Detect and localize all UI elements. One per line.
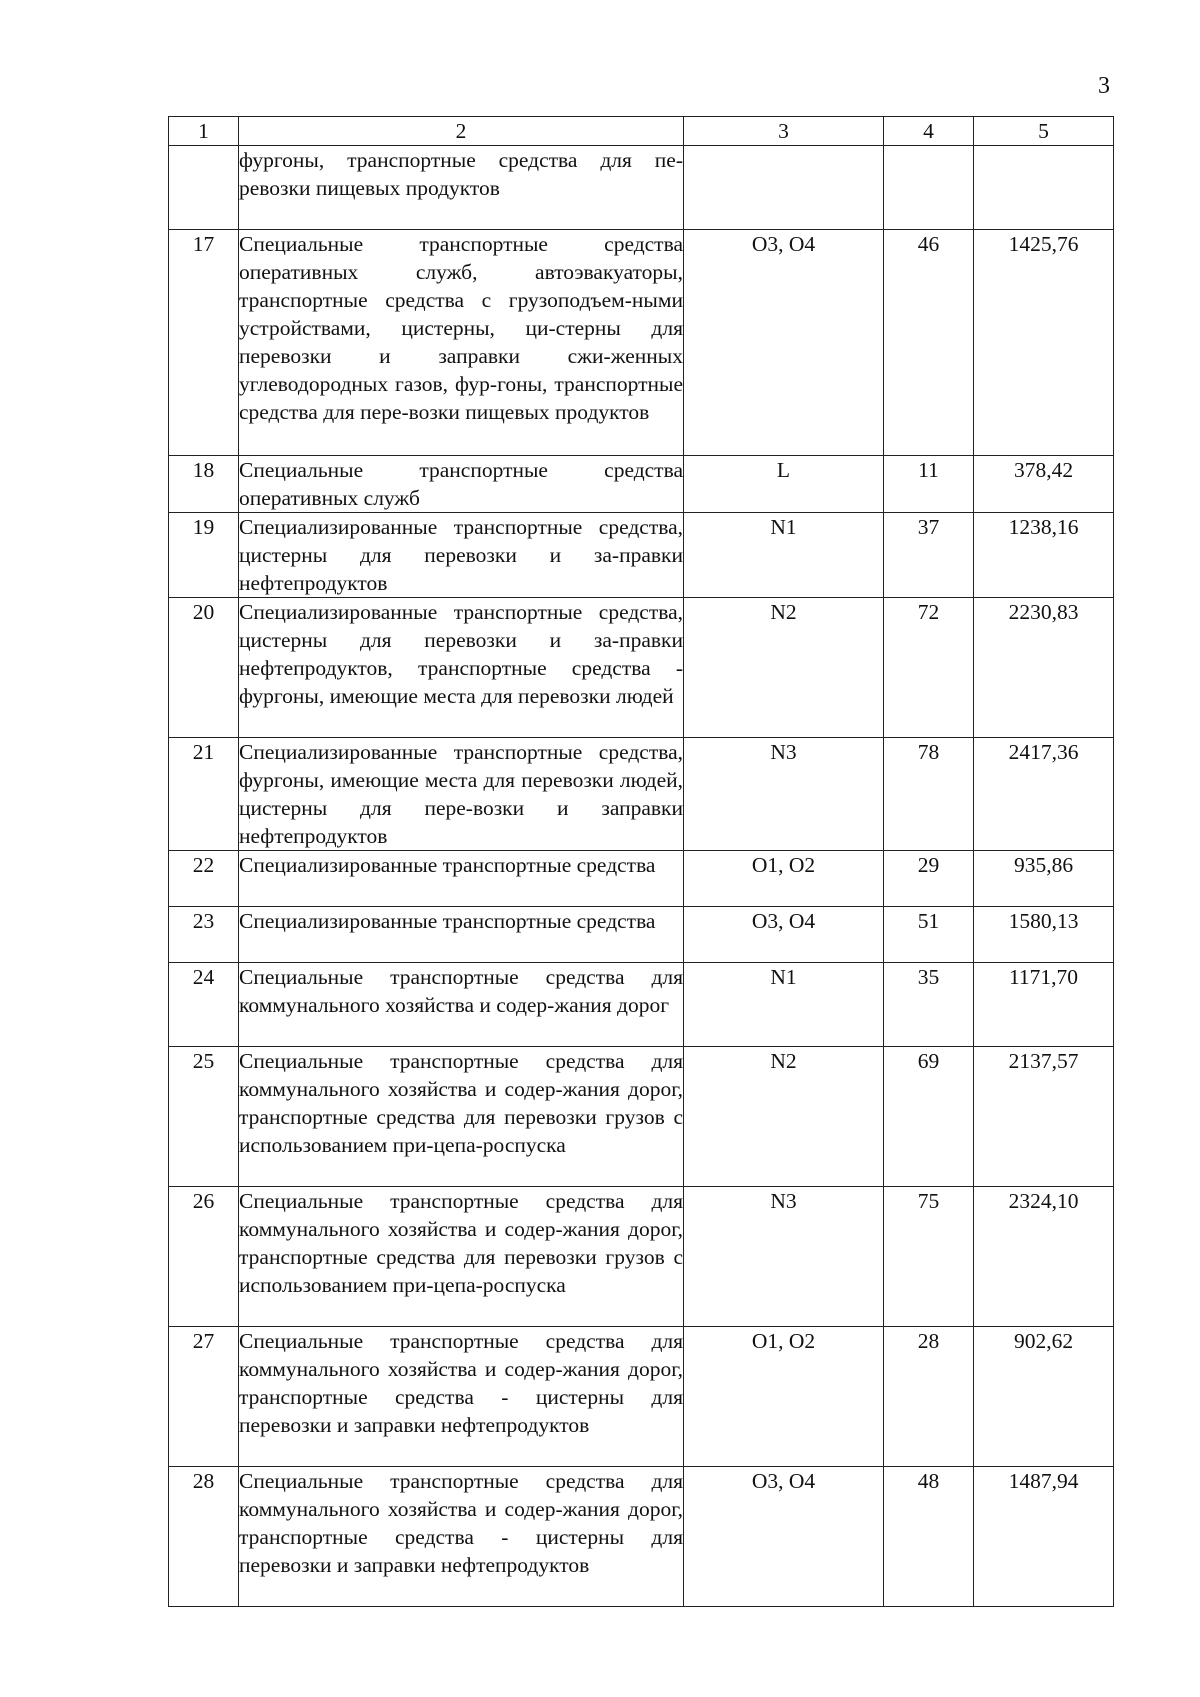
row-number-cell: 24 <box>169 963 239 1047</box>
row-category-cell: N3 <box>684 1187 884 1327</box>
row-number-cell: 20 <box>169 598 239 738</box>
table-row <box>169 456 1114 513</box>
row-description-cell: Специальные транспортные средства для коммунального хозяйства и содер-жания дорог, транспортные средства для перевозки грузов с использованием при-цепа-роспуска <box>239 1047 684 1187</box>
row-amount-cell: 1238,16 <box>974 513 1114 598</box>
table-row <box>169 907 1114 963</box>
row-coefficient-cell: 75 <box>884 1187 974 1327</box>
table-header-row <box>169 117 1114 146</box>
row-amount-cell: 1425,76 <box>974 230 1114 456</box>
row-coefficient-cell: 28 <box>884 1327 974 1467</box>
row-category-cell: N1 <box>684 963 884 1047</box>
row-coefficient-cell: 72 <box>884 598 974 738</box>
row-category-cell: O3, O4 <box>684 230 884 456</box>
row-amount-cell: 2137,57 <box>974 1047 1114 1187</box>
continuation-no-cell <box>169 146 239 230</box>
row-amount-cell: 1580,13 <box>974 907 1114 963</box>
row-amount-cell: 1171,70 <box>974 963 1114 1047</box>
table-row <box>169 513 1114 598</box>
row-category-cell: N1 <box>684 513 884 598</box>
continuation-cat-cell <box>684 146 884 230</box>
row-description-cell: Специализированные транспортные средства, цистерны для перевозки и за-правки нефтепродуктов, транспортные средства - фургоны, имеющие места для перевозки людей <box>239 598 684 738</box>
row-amount-cell: 935,86 <box>974 851 1114 907</box>
row-description-cell: Специальные транспортные средства для коммунального хозяйства и содер-жания дорог <box>239 963 684 1047</box>
table-row <box>169 851 1114 907</box>
table-row <box>169 598 1114 738</box>
continuation-row <box>169 146 1114 230</box>
row-category-cell: O3, O4 <box>684 1467 884 1607</box>
table-row <box>169 230 1114 456</box>
row-coefficient-cell: 78 <box>884 738 974 851</box>
row-category-cell: N2 <box>684 598 884 738</box>
row-description-cell: Специальные транспортные средства оперативных служб <box>239 456 684 513</box>
continuation-coef-cell <box>884 146 974 230</box>
row-category-cell: O3, O4 <box>684 907 884 963</box>
row-amount-cell: 2230,83 <box>974 598 1114 738</box>
row-coefficient-cell: 46 <box>884 230 974 456</box>
row-coefficient-cell: 37 <box>884 513 974 598</box>
row-category-cell: N3 <box>684 738 884 851</box>
row-coefficient-cell: 35 <box>884 963 974 1047</box>
row-coefficient-cell: 29 <box>884 851 974 907</box>
row-number-cell: 26 <box>169 1187 239 1327</box>
table-row <box>169 1467 1114 1607</box>
row-number-cell: 22 <box>169 851 239 907</box>
row-description-cell: Специализированные транспортные средства, фургоны, имеющие места для перевозки людей, цистерны для пере-возки и заправки нефтепродуктов <box>239 738 684 851</box>
row-number-cell: 28 <box>169 1467 239 1607</box>
row-number-cell: 27 <box>169 1327 239 1467</box>
row-number-cell: 21 <box>169 738 239 851</box>
table-body <box>169 117 1114 1607</box>
continuation-amount-cell <box>974 146 1114 230</box>
row-coefficient-cell: 51 <box>884 907 974 963</box>
header-cell-4: 4 <box>884 117 974 146</box>
row-amount-cell: 2324,10 <box>974 1187 1114 1327</box>
row-number-cell: 19 <box>169 513 239 598</box>
row-description-cell: Специальные транспортные средства оперативных служб, автоэвакуаторы, транспортные средства с грузоподъем-ными устройствами, цистерны, ци-стерны для перевозки и заправки сжи-женных углеводородных газов, фур-гоны, транспортные средства для пере-возки пищевых продуктов <box>239 230 684 456</box>
header-cell-3: 3 <box>684 117 884 146</box>
page-number: 3 <box>1098 73 1110 99</box>
table-row <box>169 738 1114 851</box>
tariff-table <box>168 116 1114 1607</box>
table-row <box>169 963 1114 1047</box>
row-description-cell: Специализированные транспортные средства <box>239 851 684 907</box>
row-amount-cell: 902,62 <box>974 1327 1114 1467</box>
row-coefficient-cell: 69 <box>884 1047 974 1187</box>
row-description-cell: Специализированные транспортные средства, цистерны для перевозки и за-правки нефтепродуктов <box>239 513 684 598</box>
header-cell-5: 5 <box>974 117 1114 146</box>
row-category-cell: L <box>684 456 884 513</box>
header-cell-2: 2 <box>239 117 684 146</box>
table-row <box>169 1327 1114 1467</box>
row-amount-cell: 1487,94 <box>974 1467 1114 1607</box>
row-number-cell: 23 <box>169 907 239 963</box>
row-description-cell: Специальные транспортные средства для коммунального хозяйства и содер-жания дорог, транспортные средства - цистерны для перевозки и заправки нефтепродуктов <box>239 1467 684 1607</box>
row-description-cell: Специальные транспортные средства для коммунального хозяйства и содер-жания дорог, транспортные средства для перевозки грузов с использованием при-цепа-роспуска <box>239 1187 684 1327</box>
row-coefficient-cell: 48 <box>884 1467 974 1607</box>
continuation-desc-cell: фургоны, транспортные средства для пе-ревозки пищевых продуктов <box>239 146 684 230</box>
row-number-cell: 25 <box>169 1047 239 1187</box>
row-category-cell: O1, O2 <box>684 851 884 907</box>
row-coefficient-cell: 11 <box>884 456 974 513</box>
row-number-cell: 18 <box>169 456 239 513</box>
row-category-cell: O1, O2 <box>684 1327 884 1467</box>
row-amount-cell: 378,42 <box>974 456 1114 513</box>
header-cell-1: 1 <box>169 117 239 146</box>
row-description-cell: Специализированные транспортные средства <box>239 907 684 963</box>
row-number-cell: 17 <box>169 230 239 456</box>
table-row <box>169 1047 1114 1187</box>
row-amount-cell: 2417,36 <box>974 738 1114 851</box>
row-category-cell: N2 <box>684 1047 884 1187</box>
row-description-cell: Специальные транспортные средства для коммунального хозяйства и содер-жания дорог, транспортные средства - цистерны для перевозки и заправки нефтепродуктов <box>239 1327 684 1467</box>
table-row <box>169 1187 1114 1327</box>
